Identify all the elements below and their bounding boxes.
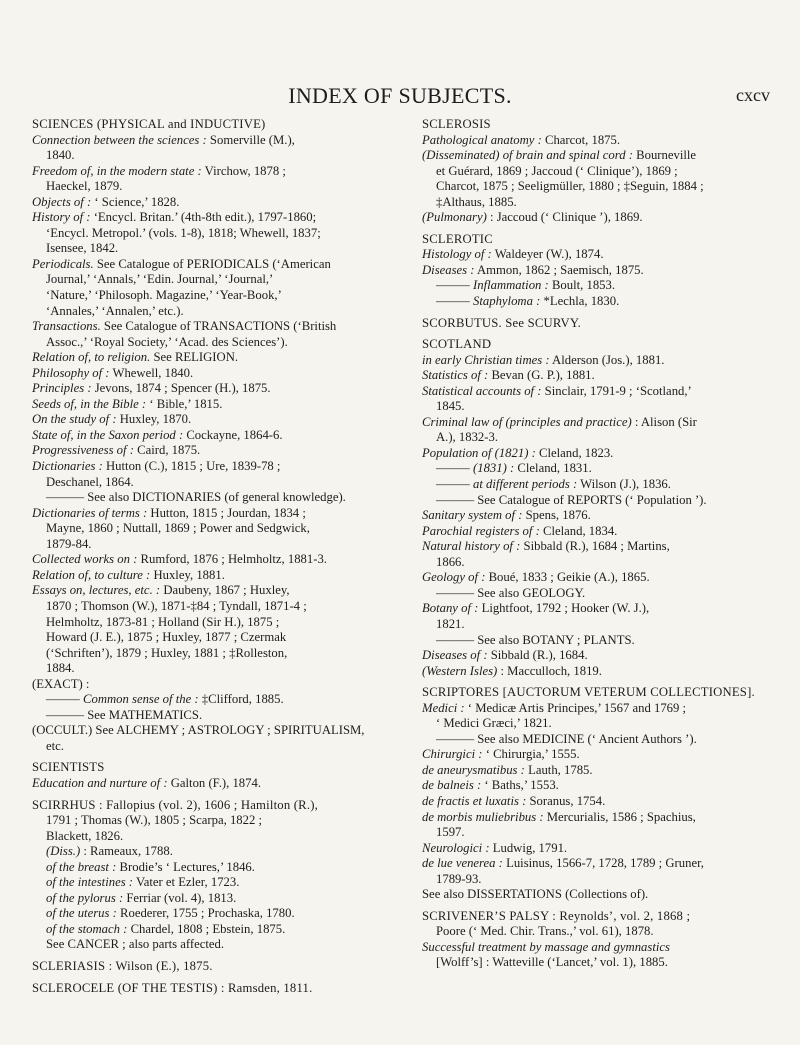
entry-text: Helmholtz, 1873-81 ; Holland (Sir H.), 1875 ; [46, 614, 280, 629]
entry-subject: Essays on, lectures, etc. : [32, 583, 161, 598]
index-entry [32, 366, 377, 382]
entry-subject: Successful treatment by massage and gymnastics [422, 939, 670, 954]
entry-text: SCIENTISTS [32, 760, 105, 775]
page-number: cxcv [736, 85, 770, 105]
index-entry [422, 524, 774, 540]
entry-subject: Criminal law of (principles and practice) [422, 414, 632, 429]
entry-subject: (Western Isles) [422, 663, 498, 678]
index-entry [422, 617, 774, 633]
entry-subject: de lue venerea : [422, 856, 503, 871]
entry-text: Hutton, 1815 ; Jourdan, 1834 ; [147, 505, 306, 520]
entry-subject: de balneis : [422, 778, 482, 793]
entry-text: Haeckel, 1879. [46, 179, 123, 194]
index-entry [32, 692, 377, 708]
entry-text: Mayne, 1860 ; Nuttall, 1869 ; Power and Sedgwick, [46, 521, 310, 536]
entry-text: Roederer, 1755 ; Prochaska, 1780. [116, 906, 295, 921]
index-entry [422, 148, 774, 164]
index-entry [422, 179, 774, 195]
entry-text: Isensee, 1842. [46, 241, 119, 256]
entry-text: Ammon, 1862 ; Saemisch, 1875. [474, 262, 644, 277]
entry-text: SCIENCES (PHYSICAL and INDUCTIVE) [32, 117, 266, 131]
entry-text: Vater et Ezler, 1723. [133, 875, 240, 890]
page-title: INDEX OF SUBJECTS. [288, 83, 512, 108]
index-heading [32, 959, 377, 975]
index-entry [32, 723, 377, 739]
entry-text: See CANCER ; also parts affected. [46, 937, 225, 952]
index-entry [32, 475, 377, 491]
entry-text: 1597. [436, 825, 465, 840]
index-entry [32, 381, 377, 397]
entry-text: ‘ Bible,’ 1815. [146, 396, 223, 411]
entry-subject: ——— Inflammation : [436, 278, 549, 293]
index-entry [32, 521, 377, 537]
entry-text: 1821. [436, 616, 465, 631]
index-entry [422, 856, 774, 872]
entry-subject: de morbis muliebribus : [422, 809, 544, 824]
entry-subject: Dictionaries : [32, 459, 103, 474]
index-entry [32, 350, 377, 366]
index-entry [422, 446, 774, 462]
entry-text: Huxley, 1881. [150, 567, 225, 582]
entry-subject: Collected works on : [32, 552, 138, 567]
entry-subject: de aneurysmatibus : [422, 762, 525, 777]
entry-subject: Transactions. [32, 319, 101, 334]
entry-subject: Geology of : [422, 570, 486, 585]
index-heading [32, 760, 377, 776]
index-entry [32, 891, 377, 907]
entry-subject: ——— at different periods : [436, 477, 578, 492]
index-entry [422, 794, 774, 810]
left-column [32, 117, 377, 996]
entry-subject: Relation of, to culture : [32, 567, 151, 582]
index-entry [32, 829, 377, 845]
entry-text: : Jaccoud (‘ Clinique ’), 1869. [486, 210, 643, 225]
entry-text: ——— See Catalogue of REPORTS (‘ Population ’). [436, 492, 707, 507]
entry-subject: State of, in the Saxon period : [32, 427, 184, 442]
entry-text: Cleland, 1823. [535, 445, 614, 460]
entry-subject: Histology of : [422, 247, 492, 262]
entry-text: 1866. [436, 554, 465, 569]
entry-text: Sinclair, 1791-9 ; ‘Scotland,’ [541, 383, 692, 398]
index-entry [422, 294, 774, 310]
entry-text: ——— See also DICTIONARIES (of general knowledge). [46, 490, 346, 505]
entry-subject: of the pylorus : [46, 890, 124, 905]
entry-text: Soranus, 1754. [526, 793, 606, 808]
index-entry [422, 368, 774, 384]
index-heading [32, 981, 377, 997]
entry-text: SCORBUTUS. See SCURVY. [422, 315, 581, 330]
index-entry [32, 937, 377, 953]
index-entry [32, 677, 377, 693]
index-entry [32, 776, 377, 792]
entry-text: Charcot, 1875 ; Seeligmüller, 1880 ; ‡Seguin, 1884 ; [436, 179, 704, 194]
entry-text: *Lechla, 1830. [540, 294, 620, 309]
entry-text: ‘Nature,’ ‘Philosoph. Magazine,’ ‘Year-Book,’ [46, 288, 282, 303]
index-entry [422, 477, 774, 493]
entry-text: See RELIGION. [150, 350, 239, 365]
entry-text: etc. [46, 738, 64, 753]
index-entry [32, 599, 377, 615]
index-entry [32, 708, 377, 724]
index-entry [422, 493, 774, 509]
index-entry [422, 716, 774, 732]
entry-text: Bevan (G. P.), 1881. [488, 368, 595, 383]
entry-subject: of the intestines : [46, 875, 134, 890]
index-entry [32, 288, 377, 304]
entry-text: 1879-84. [46, 536, 92, 551]
index-entry [32, 906, 377, 922]
entry-subject: Natural history of : [422, 539, 521, 554]
entry-text: 1884. [46, 661, 75, 676]
right-column [422, 117, 774, 971]
index-entry [422, 872, 774, 888]
entry-text: Huxley, 1870. [116, 412, 192, 427]
entry-subject: Seeds of, in the Bible : [32, 396, 147, 411]
entry-text: SCOTLAND [422, 337, 492, 352]
index-entry [32, 335, 377, 351]
entry-subject: Sanitary system of : [422, 508, 523, 523]
entry-text: Rumford, 1876 ; Helmholtz, 1881-3. [137, 552, 327, 567]
index-entry [32, 739, 377, 755]
entry-text: 1845. [436, 399, 465, 414]
entry-text: ‘ Baths,’ 1553. [481, 778, 559, 793]
entry-text: ‘ Science,’ 1828. [91, 194, 180, 209]
entry-text: Lauth, 1785. [524, 762, 593, 777]
index-entry [422, 810, 774, 826]
entry-text: Alderson (Jos.), 1881. [549, 352, 665, 367]
index-entry [422, 825, 774, 841]
entry-subject: (Disseminated) of brain and spinal cord : [422, 148, 633, 163]
index-heading [422, 909, 774, 925]
entry-text: Luisinus, 1566-7, 1728, 1789 ; Gruner, [502, 856, 704, 871]
index-entry [32, 875, 377, 891]
index-entry [32, 443, 377, 459]
entry-text: SCLEROSIS [422, 117, 491, 131]
entry-subject: On the study of : [32, 412, 117, 427]
entry-text: Howard (J. E.), 1875 ; Huxley, 1877 ; Czermak [46, 630, 287, 645]
entry-text: 1840. [46, 148, 75, 163]
entry-text: Blackett, 1826. [46, 828, 124, 843]
index-entry [422, 430, 774, 446]
entry-text: Journal,’ ‘Annals,’ ‘Edin. Journal,’ ‘Journal,’ [46, 272, 274, 287]
entry-text: Wilson (J.), 1836. [577, 477, 671, 492]
entry-text: Jevons, 1874 ; Spencer (H.), 1875. [91, 381, 271, 396]
index-entry [422, 601, 774, 617]
entry-subject: Periodicals. [32, 256, 94, 271]
index-entry [32, 164, 377, 180]
entry-text: A.), 1832-3. [436, 430, 499, 445]
entry-subject: Botany of : [422, 601, 479, 616]
entry-text: ‘Encycl. Metropol.’ (vols. 1-8), 1818; Whewell, 1837; [46, 225, 321, 240]
index-entry [422, 539, 774, 555]
entry-subject: (Pulmonary) [422, 210, 487, 225]
index-entry [32, 257, 377, 273]
entry-text: Galton (F.), 1874. [167, 775, 261, 790]
index-entry [422, 648, 774, 664]
entry-text: ——— See also MEDICINE (‘ Ancient Authors ’). [436, 731, 697, 746]
index-entry [32, 813, 377, 829]
entry-text: Brodie’s ‘ Lectures,’ 1846. [116, 859, 255, 874]
index-entry [32, 133, 377, 149]
entry-text: ‡Althaus, 1885. [436, 194, 517, 209]
entry-subject: de fractis et luxatis : [422, 793, 527, 808]
entry-subject: Medici : [422, 700, 465, 715]
entry-text: (EXACT) : [32, 676, 90, 691]
entry-subject: of the uterus : [46, 906, 117, 921]
entry-subject: Neurologici : [422, 840, 490, 855]
entry-text: ‘Encycl. Britan.’ (4th-8th edit.), 1797-1860; [90, 210, 317, 225]
entry-text: ‡Clifford, 1885. [198, 692, 284, 707]
index-heading [422, 117, 774, 133]
entry-subject: ——— (1831) : [436, 461, 515, 476]
index-entry [32, 506, 377, 522]
entry-text: SCLEROTIC [422, 231, 493, 246]
index-entry [422, 763, 774, 779]
entry-subject: Diseases : [422, 262, 475, 277]
page-header [0, 83, 800, 113]
index-entry [422, 841, 774, 857]
entry-subject: in early Christian times : [422, 352, 550, 367]
entry-text: Mercurialis, 1586 ; Spachius, [543, 809, 696, 824]
entry-text: Sibbald (R.), 1684 ; Martins, [520, 539, 670, 554]
entry-text: Lightfoot, 1792 ; Hooker (W. J.), [478, 601, 650, 616]
index-entry [32, 210, 377, 226]
index-entry [32, 860, 377, 876]
index-entry [422, 664, 774, 680]
index-entry [32, 319, 377, 335]
entry-text: Spens, 1876. [522, 508, 591, 523]
index-entry [422, 586, 774, 602]
entry-subject: Relation of, to religion. [32, 350, 151, 365]
index-entry [32, 195, 377, 211]
entry-subject: Dictionaries of terms : [32, 505, 148, 520]
index-entry [32, 148, 377, 164]
index-entry [32, 397, 377, 413]
entry-subject: Objects of : [32, 194, 92, 209]
entry-subject: of the breast : [46, 859, 117, 874]
entry-text: Hutton (C.), 1815 ; Ure, 1839-78 ; [102, 459, 281, 474]
entry-text: ——— See also BOTANY ; PLANTS. [436, 632, 635, 647]
entry-text: ‘ Chirurgia,’ 1555. [482, 747, 580, 762]
index-entry [32, 304, 377, 320]
entry-subject: Philosophy of : [32, 365, 110, 380]
index-entry [422, 210, 774, 226]
index-entry [422, 461, 774, 477]
index-entry [32, 630, 377, 646]
index-entry [32, 490, 377, 506]
index-entry [32, 646, 377, 662]
entry-text: et Guérard, 1869 ; Jaccoud (‘ Clinique’), 1869 ; [436, 163, 678, 178]
index-heading [422, 685, 774, 701]
entry-text: Deschanel, 1864. [46, 474, 134, 489]
entry-text: Boult, 1853. [548, 278, 616, 293]
entry-text: See Catalogue of PERIODICALS (‘American [93, 256, 331, 271]
index-entry [32, 552, 377, 568]
entry-text: Sibbald (R.), 1684. [487, 648, 588, 663]
entry-text: : Alison (Sir [631, 414, 697, 429]
entry-subject: Population of (1821) : [422, 445, 536, 460]
entry-text: (‘Schriften’), 1879 ; Huxley, 1881 ; ‡Rolleston, [46, 645, 288, 660]
entry-text: Boué, 1833 ; Geikie (A.), 1865. [485, 570, 650, 585]
index-entry [32, 428, 377, 444]
index-entry [422, 732, 774, 748]
entry-text: Somerville (M.), [206, 132, 295, 147]
entry-text: SCLERIASIS : Wilson (E.), 1875. [32, 958, 213, 973]
index-entry [32, 583, 377, 599]
entry-text: Ferriar (vol. 4), 1813. [123, 890, 237, 905]
index-entry [422, 247, 774, 263]
entry-text: Daubeny, 1867 ; Huxley, [160, 583, 290, 598]
entry-subject: Freedom of, in the modern state : [32, 163, 202, 178]
index-entry [32, 922, 377, 938]
entry-subject: Progressiveness of : [32, 443, 134, 458]
index-entry [422, 415, 774, 431]
entry-subject: Pathological anatomy : [422, 132, 542, 147]
entry-text: (OCCULT.) See ALCHEMY ; ASTROLOGY ; SPIRITUALISM, [32, 723, 365, 738]
entry-text: See Catalogue of TRANSACTIONS (‘British [100, 319, 337, 334]
index-entry [422, 887, 774, 903]
index-entry [422, 353, 774, 369]
index-heading [422, 316, 774, 332]
entry-subject: Parochial registers of : [422, 523, 540, 538]
index-entry [32, 241, 377, 257]
index-entry [422, 778, 774, 794]
index-entry [422, 955, 774, 971]
index-entry [32, 412, 377, 428]
index-entry [32, 226, 377, 242]
index-entry [32, 459, 377, 475]
index-entry [32, 661, 377, 677]
entry-subject: Statistics of : [422, 368, 489, 383]
index-entry [32, 537, 377, 553]
entry-subject: Diseases of : [422, 648, 488, 663]
entry-text: 1791 ; Thomas (W.), 1805 ; Scarpa, 1822 ; [46, 813, 263, 828]
entry-text: 1789-93. [436, 871, 482, 886]
index-entry [422, 940, 774, 956]
index-entry [422, 399, 774, 415]
entry-text: : Macculloch, 1819. [497, 663, 602, 678]
entry-subject: Statistical accounts of : [422, 383, 542, 398]
index-entry [32, 568, 377, 584]
entry-text: Cleland, 1831. [514, 461, 592, 476]
index-entry [32, 179, 377, 195]
entry-text: See also DISSERTATIONS (Collections of). [422, 887, 649, 902]
index-entry [422, 278, 774, 294]
entry-subject: Principles : [32, 381, 92, 396]
entry-text: Cleland, 1834. [539, 523, 618, 538]
entry-subject: History of : [32, 210, 91, 225]
entry-text: Waldeyer (W.), 1874. [491, 247, 604, 262]
entry-text: Ludwig, 1791. [489, 840, 568, 855]
index-heading [32, 798, 377, 814]
index-entry [32, 844, 377, 860]
entry-text: SCLEROCELE (OF THE TESTIS) : Ramsden, 1811. [32, 980, 313, 995]
entry-subject: Connection between the sciences : [32, 132, 207, 147]
index-entry [32, 272, 377, 288]
entry-text: : Rameaux, 1788. [80, 844, 173, 859]
index-entry [422, 164, 774, 180]
index-entry [422, 508, 774, 524]
index-entry [422, 924, 774, 940]
entry-text: Charcot, 1875. [541, 132, 621, 147]
entry-text: [Wolff’s] : Watteville (‘Lancet,’ vol. 1), 1885. [436, 955, 668, 970]
index-entry [422, 195, 774, 211]
entry-text: ‘Annales,’ ‘Annalen,’ etc.). [46, 303, 184, 318]
entry-text: Whewell, 1840. [109, 365, 194, 380]
entry-text: SCIRRHUS : Fallopius (vol. 2), 1606 ; Hamilton (R.), [32, 797, 319, 812]
entry-subject: (Diss.) [46, 844, 81, 859]
entry-text: Poore (‘ Med. Chir. Trans.,’ vol. 61), 1878. [436, 924, 654, 939]
entry-text: SCRIPTORES [AUCTORUM VETERUM COLLECTIONES]. [422, 685, 755, 700]
entry-text: ——— See also GEOLOGY. [436, 585, 586, 600]
index-entry [422, 570, 774, 586]
entry-text: Bourneville [632, 148, 697, 163]
entry-text: 1870 ; Thomson (W.), 1871-‡84 ; Tyndall, 1871-4 ; [46, 598, 307, 613]
entry-subject: of the stomach : [46, 921, 128, 936]
index-heading [422, 337, 774, 353]
entry-text: SCRIVENER’S PALSY : Reynolds’, vol. 2, 1868 ; [422, 908, 691, 923]
entry-text: Chardel, 1808 ; Ebstein, 1875. [127, 921, 286, 936]
entry-text: Caird, 1875. [133, 443, 201, 458]
entry-subject: Education and nurture of : [32, 775, 168, 790]
index-entry [422, 133, 774, 149]
entry-text: ——— See MATHEMATICS. [46, 707, 203, 722]
entry-subject: Chirurgici : [422, 747, 483, 762]
entry-subject: ——— Common sense of the : [46, 692, 199, 707]
entry-text: ‘ Medici Græci,’ 1821. [436, 716, 552, 731]
entry-text: Assoc.,’ ‘Royal Society,’ ‘Acad. des Sciences’). [46, 334, 288, 349]
index-entry [422, 384, 774, 400]
index-heading [422, 232, 774, 248]
index-entry [422, 555, 774, 571]
entry-text: Cockayne, 1864-6. [183, 427, 283, 442]
index-heading [32, 117, 377, 133]
index-entry [32, 615, 377, 631]
entry-subject: ——— Staphyloma : [436, 294, 541, 309]
index-entry [422, 701, 774, 717]
entry-text: ‘ Medicæ Artis Principes,’ 1567 and 1769 ; [464, 700, 687, 715]
index-entry [422, 633, 774, 649]
entry-text: Virchow, 1878 ; [201, 163, 286, 178]
index-entry [422, 747, 774, 763]
index-entry [422, 263, 774, 279]
